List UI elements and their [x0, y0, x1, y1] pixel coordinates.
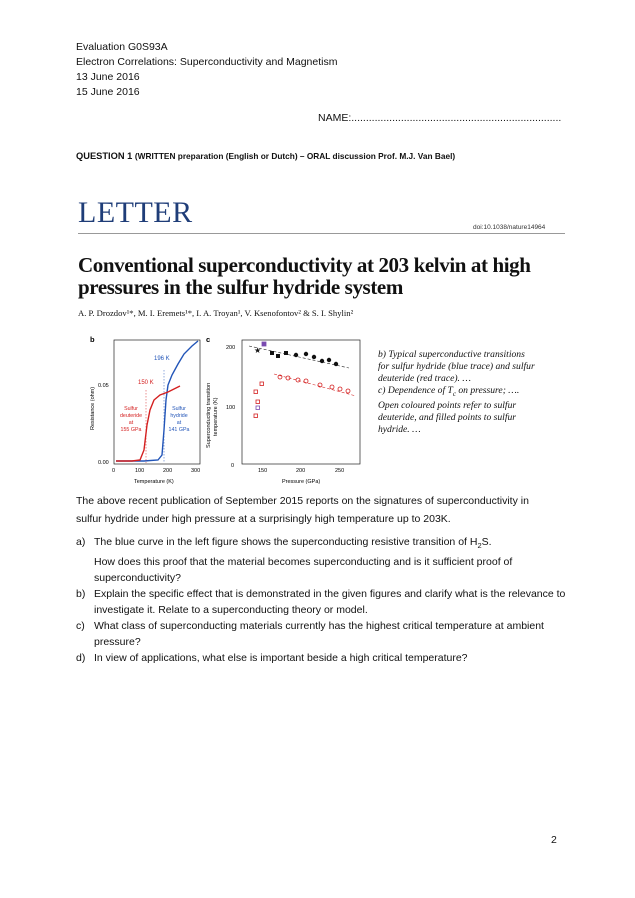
page-number: 2	[551, 834, 557, 846]
question-label: c)	[76, 620, 85, 633]
annotation-196k: 196 K	[154, 356, 170, 362]
data-point	[254, 390, 258, 394]
data-point	[330, 385, 334, 389]
panel-c-ytick: 100	[226, 405, 236, 411]
caption-line: deuteride, and filled points to sulfur	[378, 411, 517, 423]
caption-line: for sulfur hydride (blue trace) and sulfur	[378, 361, 535, 372]
annotation-150k: 150 K	[138, 380, 154, 386]
data-point	[304, 379, 308, 383]
panel-c-xlabel: Pressure (GPa)	[282, 479, 321, 485]
data-point	[312, 355, 316, 359]
data-point	[334, 362, 338, 366]
article-authors: A. P. Drozdov¹*, M. I. Eremets¹*, I. A. Troyan¹, V. Ksenofontov² & S. I. Shylin²	[78, 308, 354, 318]
panel-c-label: c	[206, 335, 211, 344]
caption-text: c) Dependence of T	[378, 385, 453, 396]
caption-line	[378, 385, 558, 400]
question-label: d)	[76, 652, 86, 665]
hydride-legend-line: hydride	[170, 413, 188, 419]
caption-line: hydride. …	[378, 423, 421, 435]
data-point	[256, 400, 260, 404]
panel-c-xtick: 200	[296, 468, 306, 474]
data-point	[327, 358, 331, 362]
panel-c-ytick: 0	[231, 463, 235, 469]
question-text: In view of applications, what else is important beside a high critical temperature?	[94, 652, 468, 665]
panel-c-ylabel: temperature (K)	[213, 397, 219, 436]
panel-b-xtick: 100	[135, 468, 145, 474]
panel-c-xtick: 150	[258, 468, 268, 474]
doi: doi:10.1038/nature14964	[473, 224, 546, 231]
date-1: 13 June 2016	[76, 71, 140, 83]
data-point	[346, 389, 350, 393]
caption-line: b) Typical superconductive transitions	[378, 349, 525, 360]
data-point	[284, 351, 288, 355]
question-item	[76, 534, 566, 586]
question-text: Explain the specific effect that is demonstrated in the given figures and clarify what is the relevance to investigate it. Relate to a superconducting theory or model.	[94, 588, 566, 617]
panel-c-ylabel: Superconducting transition	[206, 382, 212, 448]
article-title	[78, 254, 531, 298]
sulfur-deuteride-trace	[116, 386, 180, 461]
data-point	[338, 387, 342, 391]
data-point	[256, 406, 260, 410]
data-point	[276, 354, 280, 358]
question-heading	[76, 151, 455, 161]
document-header	[76, 40, 337, 100]
panel-b-ytick: 0.05	[98, 383, 109, 389]
figure-panels	[84, 330, 364, 486]
question-label: b)	[76, 588, 86, 601]
name-field: NAME:........................................................................	[318, 112, 562, 124]
caption-line: Open coloured points refer to sulfur	[378, 399, 517, 411]
panel-b-xlabel: Temperature (K)	[134, 479, 174, 485]
panel-b-xtick: 0	[112, 468, 116, 474]
date-2: 15 June 2016	[76, 86, 140, 98]
figure-caption	[378, 349, 558, 436]
data-point	[296, 378, 300, 382]
data-point	[294, 353, 298, 357]
data-point	[254, 414, 258, 418]
journal-name: LETTER	[78, 196, 193, 229]
deuteride-legend-line: deuteride	[119, 413, 143, 419]
panel-b-label: b	[90, 335, 95, 344]
data-point	[320, 359, 324, 363]
caption-text: on pressure; ….	[455, 385, 520, 396]
panel-c-ytick: 200	[226, 345, 236, 351]
question-item	[76, 618, 566, 650]
intro-paragraph: The above recent publication of September 2015 reports on the signatures of superconductivity in sulfur hydride under high pressure at a surprisingly high temperature up to 203K.	[76, 495, 529, 525]
data-point	[260, 382, 264, 386]
question-text: What class of superconducting materials currently has the highest critical temperature at ambient pressure?	[94, 620, 544, 649]
deuteride-legend	[120, 406, 142, 433]
caption-line: deuteride (red trace). …	[378, 373, 471, 384]
deuteride-legend-line: at	[128, 420, 134, 426]
hydride-legend-line: 141 GPa	[168, 427, 190, 433]
hydride-legend-line: Sulfur	[172, 406, 186, 412]
question-subscript: 2	[477, 541, 482, 551]
deuteride-legend-line: 155 GPa	[120, 427, 142, 433]
course-code: Evaluation G0S93A	[76, 41, 168, 53]
question-list	[76, 534, 566, 666]
question-subtitle: (WRITTEN preparation (English or Dutch) – ORAL discussion Prof. M.J. Van Bael)	[134, 151, 456, 161]
question-title: QUESTION 1	[76, 151, 133, 161]
deuteride-legend-line: Sulfur	[124, 406, 138, 412]
data-point	[262, 342, 266, 346]
panel-b-xtick: 300	[191, 468, 201, 474]
panel-c-xtick: 250	[335, 468, 345, 474]
data-point	[304, 352, 308, 356]
hydride-legend-line: at	[176, 420, 182, 426]
panel-b-ylabel: Resistance (ohm)	[90, 386, 96, 430]
panel-b-ytick: 0.00	[98, 460, 109, 466]
caption-subscript: c	[452, 389, 456, 398]
question-label: a)	[76, 536, 86, 548]
course-title: Electron Correlations: Superconductivity and Magnetism	[76, 56, 338, 68]
data-point	[270, 351, 274, 355]
deuteride-points	[254, 375, 350, 418]
hydride-points	[254, 346, 338, 366]
question-text: How does this proof that the material becomes superconducting and is it sufficient proof of superconductivity?	[94, 556, 513, 585]
question-item	[76, 650, 566, 666]
article-title-line2: pressures in the sulfur hydride system	[78, 275, 403, 299]
panel-b-xtick: 200	[163, 468, 173, 474]
hydride-legend	[169, 406, 190, 433]
article-title-line1: Conventional superconductivity at 203 kelvin at high	[78, 253, 531, 277]
question-text-part: The blue curve in the left figure shows the superconducting resistive transition of H	[94, 536, 478, 548]
data-point: ★	[254, 346, 262, 355]
question-text-part: S.	[481, 536, 492, 548]
question-item	[76, 586, 566, 618]
header-rule	[78, 233, 565, 234]
question-text	[94, 534, 566, 554]
